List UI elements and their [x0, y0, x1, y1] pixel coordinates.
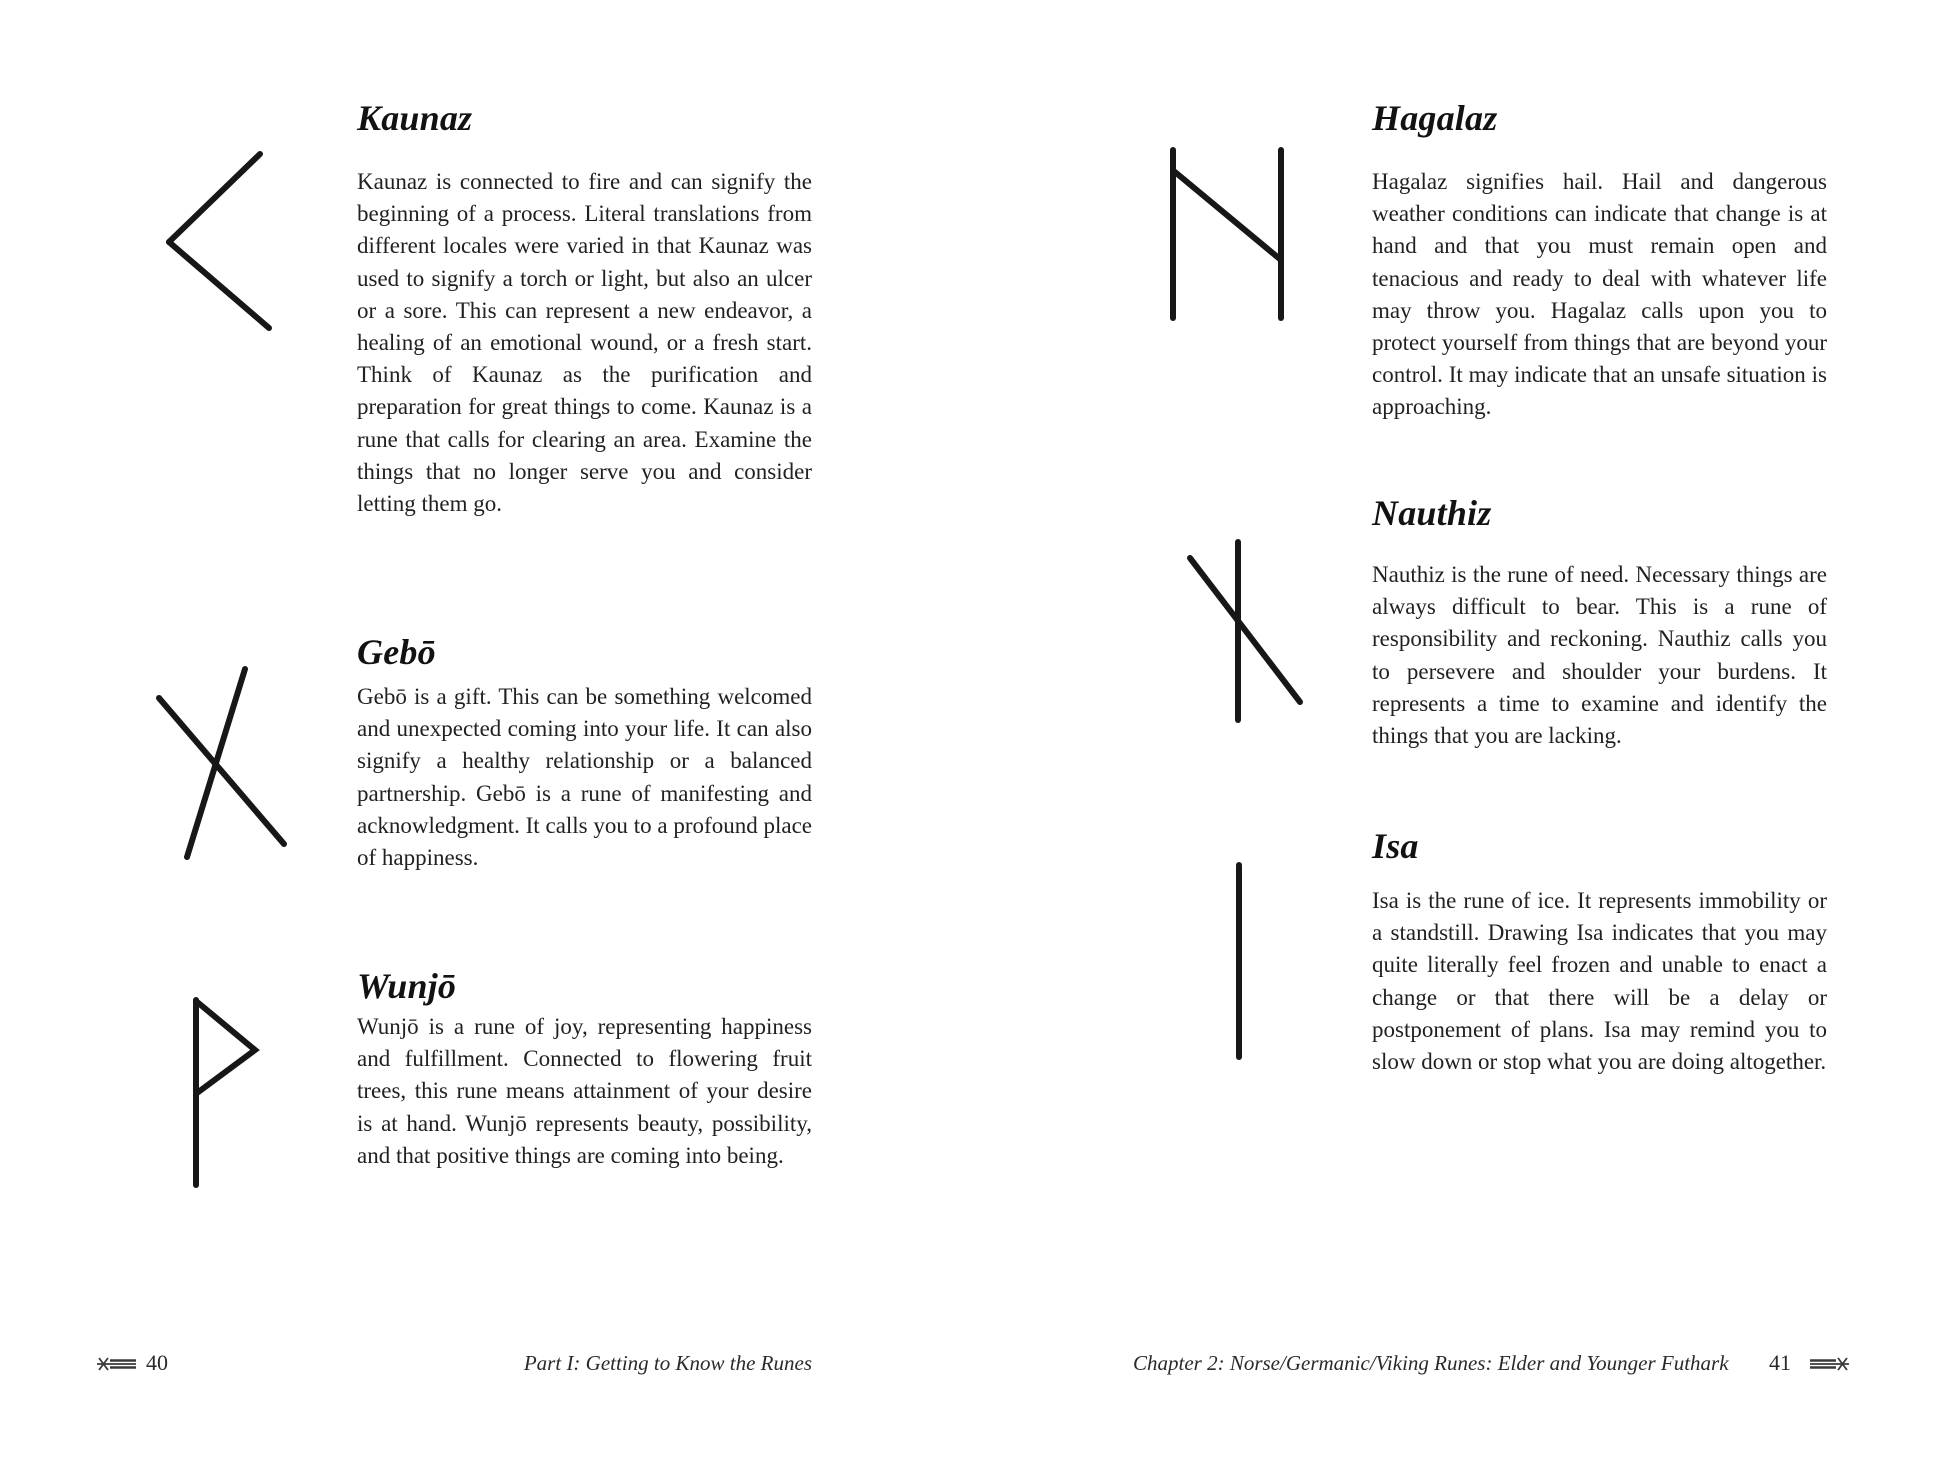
nauthiz-rune-icon [1180, 530, 1315, 735]
section-body-isa: Isa is the rune of ice. It represents immobility or a standstill. Drawing Isa indicates that you may quite literally feel frozen and unable to enact a change or that there will be a delay or postponement of plans. Isa may remind you to slow down or stop what you are doing altogether. [1372, 888, 1827, 1075]
section-title-kaunaz: Kaunaz [357, 98, 473, 138]
section-body-nauthiz: Nauthiz is the rune of need. Necessary things are always difficult to bear. This is a rune of responsibility and reckoning. Nauthiz calls you to persevere and shoulder your burdens. It represents a time to examine and identify the things that you are lacking. [1372, 562, 1827, 749]
page-number-left: 40 [146, 1350, 168, 1375]
page-number-right: 41 [1769, 1350, 1791, 1375]
section-title-hagalaz: Hagalaz [1372, 98, 1498, 138]
section-title-nauthiz: Nauthiz [1372, 493, 1492, 533]
wunjo-rune-icon [180, 990, 275, 1200]
kaunaz-rune-icon [150, 140, 290, 340]
section-title-gebo: Gebō [357, 632, 436, 672]
section-body-gebo: Gebō is a gift. This can be something welcomed and unexpected coming into your life. It can also signify a healthy relationship or a balanced partnership. Gebō is a rune of manifesting and acknowledgment. It calls you to a profound place of happiness. [357, 684, 812, 871]
gebo-rune-icon [145, 655, 305, 870]
running-head-left: Part I: Getting to Know the Runes [523, 1351, 812, 1375]
section-title-wunjo: Wunjō [357, 966, 457, 1006]
section-body-hagalaz: Hagalaz signifies hail. Hail and dangerous weather conditions can indicate that change is at hand and that you must remain open and tenacious and ready to deal with whatever life may throw you. Hagalaz calls upon you to protect yourself from things that are beyond your control. It may indicate that an unsafe situation is approaching. [1372, 169, 1827, 420]
hagalaz-rune-icon [1160, 140, 1300, 335]
arrow-left-ornament-icon [95, 1355, 137, 1373]
section-body-wunjo: Wunjō is a rune of joy, representing happiness and fulfillment. Connected to flowering fruit trees, this rune means attainment of your desire is at hand. Wunjō represents beauty, possibility, and that positive things are coming into being. [357, 1014, 812, 1168]
running-head-right: Chapter 2: Norse/Germanic/Viking Runes: Elder and Younger Futhark [1133, 1351, 1729, 1375]
arrow-right-ornament-icon [1809, 1355, 1851, 1373]
section-title-isa: Isa [1372, 826, 1419, 866]
isa-rune-icon [1225, 855, 1255, 1070]
section-body-kaunaz: Kaunaz is connected to fire and can signify the beginning of a process. Literal translations from different locales were varied in that Kaunaz was used to signify a torch or light, but also an ulcer or a sore. This can represent a new endeavor, a healing of an emotional wound, or a fresh start. Think of Kaunaz as the purification and preparation for great things to come. Kaunaz is a rune that calls for clearing an area. Examine the things that no longer serve you and consider letting them go. [357, 169, 812, 517]
